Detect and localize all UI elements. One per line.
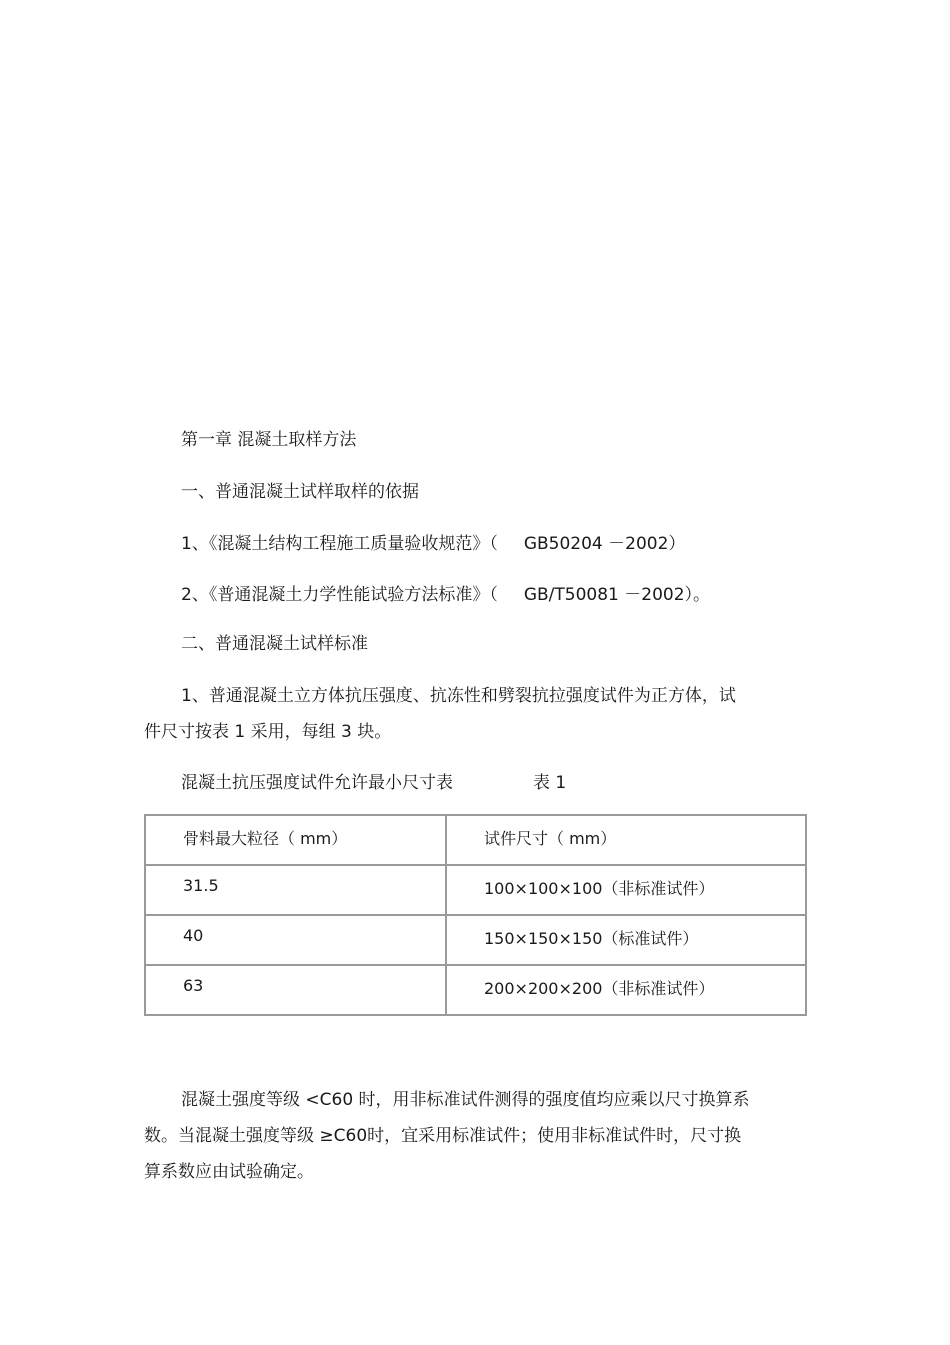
table-header-row xyxy=(145,815,806,865)
standard-item-1-title: 1、《混凝土结构工程施工质量验收规范》（ xyxy=(181,534,498,554)
table-cell: 63 xyxy=(145,965,446,1015)
table-cell: 150×150×150（标准试件） xyxy=(446,915,806,965)
table-row xyxy=(145,965,806,1015)
table-header-cell: 试件尺寸（ mm） xyxy=(446,815,806,865)
note-line: 数。当混凝土强度等级 ≥C60时，宜采用标准试件；使用非标准试件时，尺寸换 xyxy=(144,1126,742,1146)
paragraph-line: 1、普通混凝土立方体抗压强度、抗冻性和劈裂抗拉强度试件为正方体，试 xyxy=(181,686,736,706)
standard-item-2-title: 2、《普通混凝土力学性能试验方法标准》（ xyxy=(181,585,498,605)
table-number: 表 1 xyxy=(533,773,567,793)
note-line: 算系数应由试验确定。 xyxy=(144,1162,314,1182)
table-cell: 40 xyxy=(145,915,446,965)
table-row xyxy=(145,915,806,965)
standard-item-1-code: GB50204 －2002） xyxy=(523,534,686,554)
standard-item-2-code: GB/T50081 －2002）。 xyxy=(523,585,711,605)
table-caption-title: 混凝土抗压强度试件允许最小尺寸表 xyxy=(181,773,453,793)
section-heading-standard: 二、普通混凝土试样标准 xyxy=(181,634,368,654)
table-cell: 31.5 xyxy=(145,865,446,915)
chapter-title: 第一章 混凝土取样方法 xyxy=(181,430,357,450)
table-row xyxy=(145,865,806,915)
table-header-cell: 骨料最大粒径（ mm） xyxy=(145,815,446,865)
standard-item-1 xyxy=(181,532,685,556)
table-cell: 100×100×100（非标准试件） xyxy=(446,865,806,915)
note-line: 混凝土强度等级 <C60 时，用非标准试件测得的强度值均应乘以尺寸换算系 xyxy=(181,1090,750,1110)
table-caption xyxy=(181,771,566,795)
table-cell: 200×200×200（非标准试件） xyxy=(446,965,806,1015)
standard-item-2 xyxy=(181,583,710,607)
section-heading-basis: 一、普通混凝土试样取样的依据 xyxy=(181,482,419,502)
paragraph-line: 件尺寸按表 1 采用，每组 3 块。 xyxy=(144,722,392,742)
specimen-size-table xyxy=(144,814,807,1016)
